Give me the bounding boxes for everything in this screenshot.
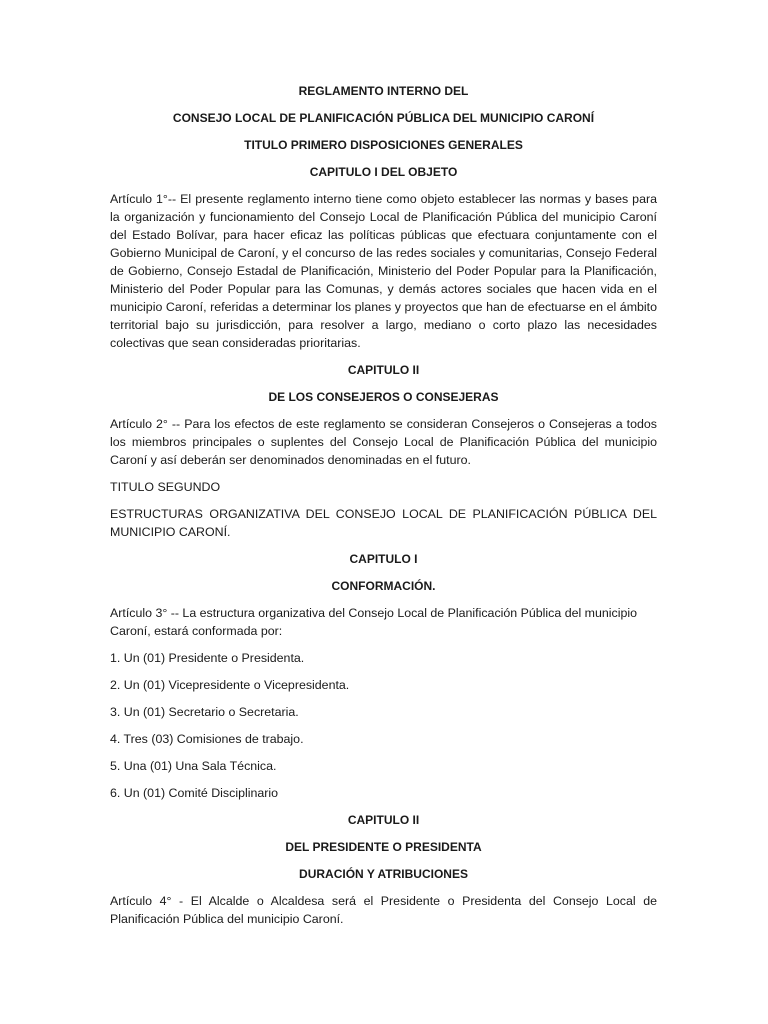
list-item-1: 1. Un (01) Presidente o Presidenta.: [110, 651, 305, 665]
paragraph-articulo-3: Artículo 3° -- La estructura organizativa del Consejo Local de Planificación Pública del municipio Caroní, estará conformada por:: [110, 606, 638, 638]
document-page: [110, 82, 657, 937]
paragraph-articulo-4: Artículo 4° - El Alcalde o Alcaldesa será el Presidente o Presidenta del Consejo Local de Planificación Pública del municipio Caroní.: [110, 894, 657, 926]
paragraph-articulo-1: Artículo 1°-- El presente reglamento interno tiene como objeto establecer las normas y bases para la organización y funcionamiento del Consejo Local de Planificación Pública del municipio Caroní del Estado Bolívar, para hacer eficaz las políticas públicas que efectuara conjuntamente con el Gobierno Municipal de Caroní, y el concurso de las redes sociales y comunitarias, Consejo Federal de Gobierno, Consejo Estadal de Planificación, Ministerio del Poder Popular para la Planificación, Ministerio del Poder Popular para las Comunas, y demás actores sociales que hacen vida en el municipio Caroní, referidas a determinar los planes y proyectos que han de efectuarse en el ámbito territorial bajo su jurisdicción, para resolver a largo, mediano o corto plazo las necesidades colectivas que sean consideradas prioritarias.: [110, 192, 657, 350]
heading-presidente: DEL PRESIDENTE O PRESIDENTA: [285, 840, 482, 854]
list-item-4: 4. Tres (03) Comisiones de trabajo.: [110, 732, 304, 746]
heading-duracion: DURACIÓN Y ATRIBUCIONES: [299, 867, 468, 881]
list-item-6: 6. Un (01) Comité Disciplinario: [110, 786, 279, 800]
heading-reglamento-interno: REGLAMENTO INTERNO DEL: [298, 84, 469, 98]
list-item-5: 5. Una (01) Una Sala Técnica.: [110, 759, 277, 773]
heading-capitulo-ii-presidente: CAPITULO II: [347, 813, 420, 827]
heading-titulo-primero: TITULO PRIMERO DISPOSICIONES GENERALES: [244, 138, 523, 152]
heading-capitulo-i-objeto: CAPITULO I DEL OBJETO: [309, 165, 458, 179]
paragraph-articulo-2: Artículo 2° -- Para los efectos de este reglamento se consideran Consejeros o Consejeras a todos los miembros principales o suplentes del Consejo Local de Planificación Pública del municipio Caroní y así deberán ser denominados denominadas en el futuro.: [110, 417, 657, 467]
heading-conformacion: CONFORMACIÓN.: [331, 579, 436, 593]
text-titulo-segundo: TITULO SEGUNDO: [110, 480, 221, 494]
list-item-2: 2. Un (01) Vicepresidente o Vicepresidenta.: [110, 678, 350, 692]
heading-consejeros: DE LOS CONSEJEROS O CONSEJERAS: [268, 390, 499, 404]
heading-capitulo-i: CAPITULO I: [349, 552, 418, 566]
heading-consejo-local: CONSEJO LOCAL DE PLANIFICACIÓN PÚBLICA DEL MUNICIPIO CARONÍ: [172, 111, 595, 125]
list-item-3: 3. Un (01) Secretario o Secretaria.: [110, 705, 299, 719]
heading-capitulo-ii: CAPITULO II: [347, 363, 420, 377]
paragraph-estructuras-organizativa: ESTRUCTURAS ORGANIZATIVA DEL CONSEJO LOCAL DE PLANIFICACIÓN PÚBLICA DEL MUNICIPIO CARONÍ.: [110, 507, 657, 539]
